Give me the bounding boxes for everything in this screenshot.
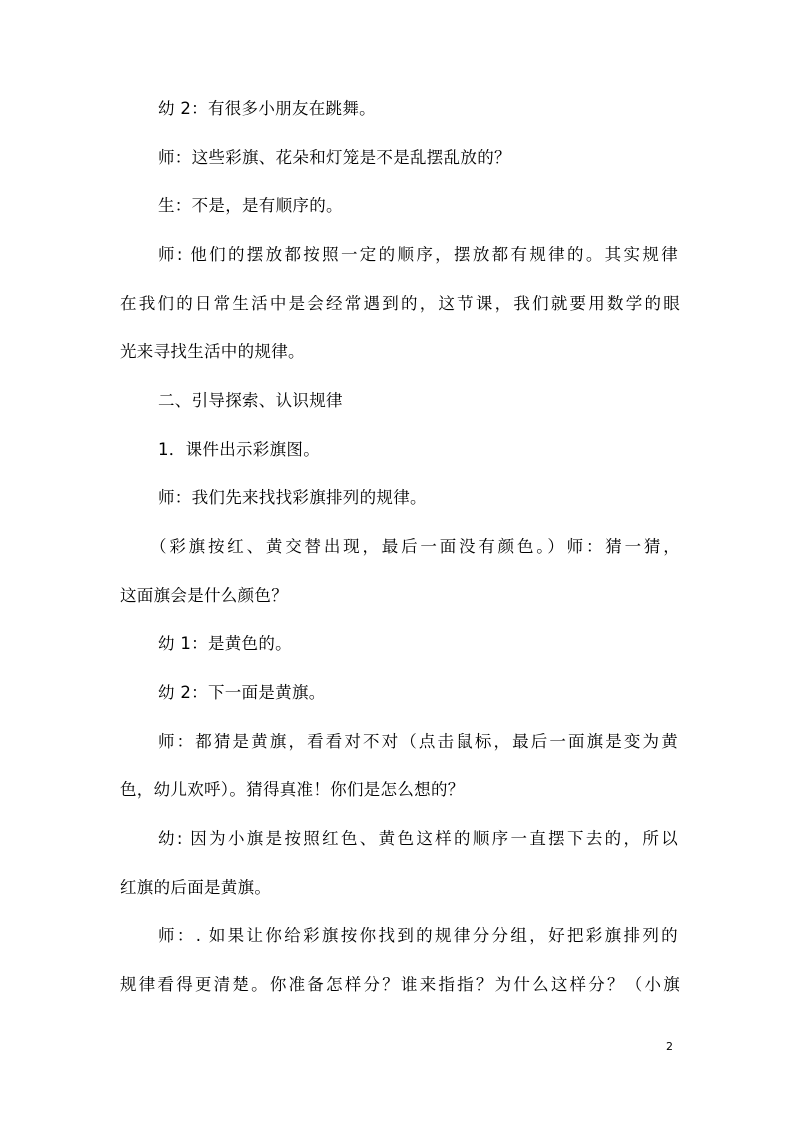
page-number: 2 [666, 1040, 673, 1053]
paragraph-line: 红旗的后面是黄旗。 [120, 878, 272, 897]
paragraph-line: 师: 他们的摆放都按照一定的顺序，摆放都有规律的。其实规律 [158, 245, 678, 264]
dialogue-line: 幼 1：是黄色的。 [158, 634, 292, 653]
dialogue-line: 幼 2：下一面是黄旗。 [158, 683, 326, 702]
paragraph-line: 幼: 因为小旗是按照红色、黄色这样的顺序一直摆下去的，所以 [158, 829, 678, 848]
paragraph-line: 师：都猜是黄旗，看看对不对（点击鼠标，最后一面旗是变为黄 [158, 732, 678, 751]
paragraph-line: 在我们的日常生活中是会经常遇到的，这节课，我们就要用数学的眼 [120, 294, 680, 313]
dialogue-line: 师：我们先来找找彩旗排列的规律。 [158, 488, 427, 507]
dialogue-line: 师：这些彩旗、花朵和灯笼是不是乱摆乱放的？ [158, 148, 511, 167]
section-heading: 二、引导探索、认识规律 [158, 391, 343, 410]
list-item: 1．课件出示彩旗图。 [158, 440, 320, 459]
paragraph-line: 这面旗会是什么颜色？ [120, 586, 288, 605]
paragraph-line: 规律看得更清楚。你准备怎样分？谁来指指？为什么这样分？（小旗 [120, 975, 680, 994]
dialogue-line: 幼 2：有很多小朋友在跳舞。 [158, 99, 376, 118]
paragraph-line: （彩旗按红、黄交替出现，最后一面没有颜色。）师：猜一猜， [150, 537, 680, 556]
dialogue-line: 生：不是，是有顺序的。 [158, 196, 343, 215]
paragraph-line: 师：. 如果让你给彩旗按你找到的规律分分组，好把彩旗排列的 [158, 926, 678, 945]
paragraph-line: 光来寻找生活中的规律。 [120, 342, 305, 361]
paragraph-line: 色，幼儿欢呼）。猜得真准！你们是怎么想的？ [120, 780, 465, 799]
